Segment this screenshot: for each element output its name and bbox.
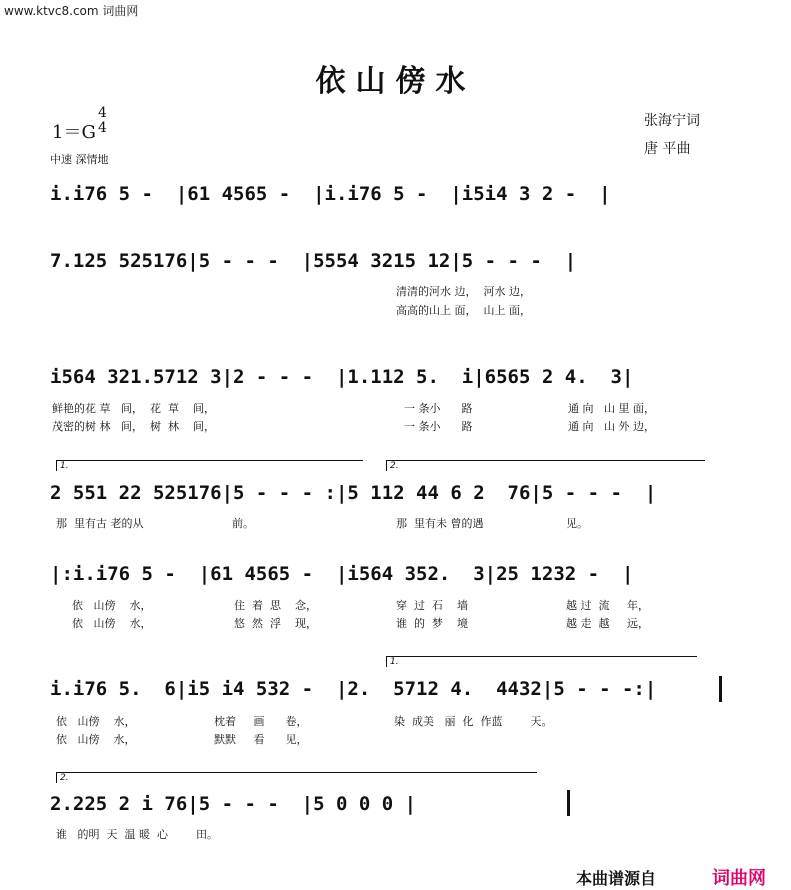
source-label: 本曲谱源自 [576, 869, 657, 888]
lyric-6b2: 默默 看 见， [214, 733, 308, 746]
lyric-5b2: 悠 然 浮 现， [234, 617, 317, 630]
lyric-5b4: 越 走 越 远， [566, 617, 649, 630]
lyric-3b2: 一 条小 路 [404, 420, 473, 433]
final-bar [567, 790, 570, 816]
lyric-2a: 清清的河水 边， 河水 边， [396, 285, 531, 298]
volta-label-2: 2. [390, 461, 399, 471]
lyric-3b1: 茂密的树 林 间， 树 林 间， [52, 420, 215, 433]
lyric-7a: 谁 的明 天 温 暖 心 田。 [56, 828, 218, 841]
score-line-5: |:i.i76 5 - |61 4565 - |i564 352. 3|25 1232 - | [50, 563, 634, 585]
score-line-4: 2 551 22 525176|5 - - - :|5 112 44 6 2 76|5 - - - | [50, 482, 657, 504]
lyric-3b3: 通 向 山 外 边， [568, 420, 655, 433]
lyric-3a3: 通 向 山 里 面， [568, 402, 655, 415]
tempo-marking: 中速 深情地 [50, 153, 109, 166]
song-title: 依山傍水 [315, 64, 476, 99]
lyric-4b2: 见。 [566, 517, 588, 530]
lyric-6a2: 枕着 画 卷， [214, 715, 308, 728]
volta-bracket-4 [56, 772, 537, 783]
volta-bracket-2 [386, 460, 705, 471]
lyric-5a3: 穿 过 石 墙 [396, 599, 468, 612]
lyric-5a2: 住 着 思 念， [234, 599, 317, 612]
lyric-5a4: 越 过 流 年， [566, 599, 649, 612]
site-url: www.ktvc8.com [4, 4, 99, 18]
time-sig-bottom: 4 [98, 120, 107, 136]
lyric-3a2: 一 条小 路 [404, 402, 473, 415]
lyric-4a1: 那 里有古 老的从 [56, 517, 144, 530]
volta-label-4: 2. [60, 773, 69, 783]
time-signature [98, 106, 107, 136]
score-line-7: 2.225 2 i 76|5 - - - |5 0 0 0 | [50, 793, 417, 815]
score-line-6: i.i76 5. 6|i5 i4 532 - |2. 5712 4. 4432|5 - - -:| [50, 678, 657, 700]
score-line-2: 7.125 525176|5 - - - |5554 3215 12|5 - - - | [50, 250, 577, 272]
lyric-6a3: 染 成美 丽 化 作蓝 天。 [394, 715, 553, 728]
score-line-3: i564 321.5712 3|2 - - - |1.112 5. i|6565 2 4. 3| [50, 366, 634, 388]
time-sig-top: 4 [98, 105, 107, 121]
lyric-5a1: 依 山傍 水， [72, 599, 152, 612]
volta-bracket-3 [386, 656, 697, 667]
lyric-4a2: 前。 [232, 517, 254, 530]
score-line-1: i.i76 5 - |61 4565 - |i.i76 5 - |i5i4 3 2 - | [50, 183, 611, 205]
key-signature: 1＝G [52, 122, 96, 143]
lyric-6b1: 依 山傍 水， [56, 733, 136, 746]
lyric-4b1: 那 里有未 曾的遇 [396, 517, 484, 530]
volta-bracket-1 [56, 460, 363, 471]
lyric-5b3: 谁 的 梦 境 [396, 617, 468, 630]
final-repeat-bar [719, 676, 722, 702]
volta-label-3: 1. [390, 657, 399, 667]
lyricist-credit: 张海宁词 [644, 113, 700, 129]
volta-label-1: 1. [60, 461, 69, 471]
lyric-2b: 高高的山上 面， 山上 面， [396, 304, 531, 317]
site-logo[interactable]: 词曲网 [712, 868, 766, 889]
site-name: 词曲网 [102, 4, 139, 18]
composer-credit: 唐 平曲 [644, 141, 691, 157]
lyric-3a1: 鲜艳的花 草 间， 花 草 间， [52, 402, 215, 415]
lyric-5b1: 依 山傍 水， [72, 617, 152, 630]
site-watermark [4, 2, 138, 19]
lyric-6a1: 依 山傍 水， [56, 715, 136, 728]
